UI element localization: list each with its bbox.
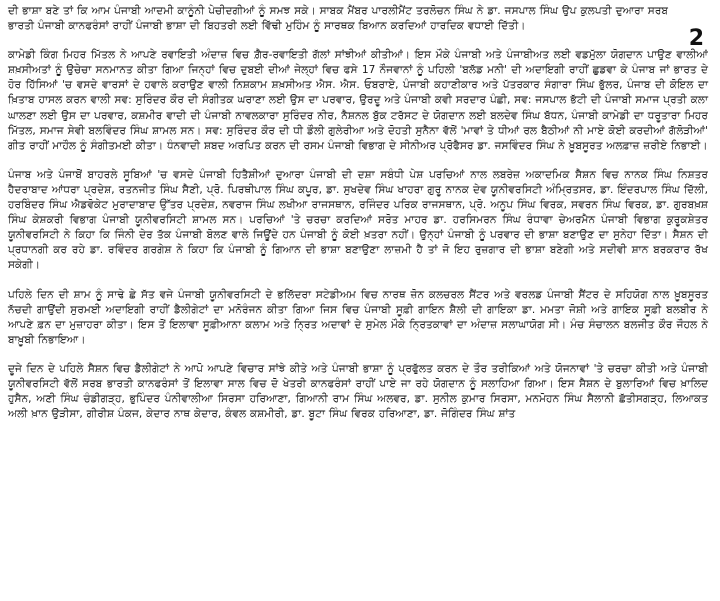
paragraph-2: ਕਾਮੇਡੀ ਕਿੰਗ ਮਿਹਰ ਮਿੱਤਲ ਨੇ ਆਪਣੇ ਰਵਾਇਤੀ ਅੰਦਾਜ਼ ਵਿਚ ਗ਼ੈਰ-ਰਵਾਇਤੀ ਗੱਲਾਂ ਸਾਂਝੀਆਂ ਕੀਤੀਆਂ। ਇਸ ਮੌਕੇ ਪੰਜਾਬੀ ਅਤੇ ਪੰਜਾਬੀਅਤ ਲਈ ਵਡਮੁੱਲਾ ਯੋਗਦਾਨ ਪਾਉਣ ਵਾਲੀਆਂ ਸ਼ਖ਼ਸੀਅਤਾਂ ਨੂੰ ਉਚੇਚਾ ਸਨਮਾਨਤ ਕੀਤਾ ਗਿਆ ਜਿਨ੍ਹਾਂ ਵਿਚ ਦੁਬਈ ਦੀਆਂ ਜੇਲ੍ਹਾਂ ਵਿਚ ਫਸੇ 17 ਨੌਜਵਾਨਾਂ ਨੂੰ ਪਹਿਲੀ 'ਬਲੱਡ ਮਨੀ' ਦੀ ਅਦਾਇਗੀ ਰਾਹੀਂ ਛੁਡਵਾ ਕੇ ਪੰਜਾਬ ਜਾਂ ਭਾਰਤ ਦੇ ਹੋਰ ਹਿੱਸਿਆਂ 'ਚ ਵਸਦੇ ਵਾਰਸਾਂ ਦੇ ਹਵਾਲੇ ਕਰਾਉਣ ਵਾਲੀ ਨਿਸ਼ਕਾਮ ਸ਼ਖ਼ਸੀਅਤ ਐਸ. ਐਸ. ਓਬਰਾਏ, ਪੰਜਾਬੀ ਕਹਾਣੀਕਾਰ ਅਤੇ ਪੱਤਰਕਾਰ ਸੰਗਾਰਾ ਸਿੰਘ ਭੁੱਲਰ, ਪੰਜਾਬ ਦੀ ਕੋਇਲ ਦਾ ਖ਼ਿਤਾਬ ਹਾਸਲ ਕਰਨ ਵਾਲੀ ਸਵ: ਸੁਰਿੰਦਰ ਕੌਰ ਦੀ ਸੰਗੀਤਕ ਘਰਾਣਾ ਲਈ ਉਸ ਦਾ ਪਰਵਾਰ, ਉਰਦੂ ਅਤੇ ਪੰਜਾਬੀ ਕਵੀ ਸਰਦਾਰ ਪੰਛੀ, ਸਵ: ਜਸਪਾਲ ਭੱਟੀ ਦੀ ਪੰਜਾਬੀ ਸਮਾਜ ਪ੍ਰਤੀ ਕਲਾ ਘਾਲਣਾ ਲਈ ਉਸ ਦਾ ਪਰਵਾਰ, ਕਸ਼ਮੀਰ ਵਾਦੀ ਦੀ ਪੰਜਾਬੀ ਨਾਵਲਕਾਰਾ ਸੁਰਿੰਦਰ ਨੀਰ, ਨੈਸ਼ਨਲ ਬੁੱਕ ਟਰੱਸਟ ਦੇ ਯੋਗਦਾਨ ਲਈ ਬਲਦੇਵ ਸਿੰਘ ਬੱਧਨ, ਪੰਜਾਬੀ ਕਾਮੇਡੀ ਦਾ ਧਰੂਤਾਰਾ ਮਿਹਰ ਮਿੱਤਲ, ਸਮਾਜ ਸੇਵੀ ਬਲਵਿੰਦਰ ਸਿੰਘ ਸ਼ਾਮਲ ਸਨ। ਸਵ: ਸੁਰਿੰਦਰ ਕੌਰ ਦੀ ਧੀ ਡੌਲੀ ਗੁਲੇਰੀਆ ਅਤੇ ਦੋਹਤੀ ਸੁਨੈਨਾ ਵੱਲੋਂ 'ਮਾਵਾਂ ਤੇ ਧੀਆਂ ਰਲ ਬੈਠੀਆਂ ਨੀ ਮਾਏ ਕੋਈ ਕਰਦੀਆਂ ਗੱਲੋੜੀਆਂ' ਗੀਤ ਰਾਹੀਂ ਮਾਹੌਲ ਨੂੰ ਸੰਗੀਤਮਈ ਕੀਤਾ। ਧੰਨਵਾਦੀ ਸ਼ਬਦ ਅਰਪਿਤ ਕਰਨ ਦੀ ਰਸਮ ਪੰਜਾਬੀ ਵਿਭਾਗ ਦੇ ਸੀਨੀਅਰ ਪ੍ਰੋਫੈਸਰ ਡਾ. ਜਸਵਿੰਦਰ ਸਿੰਘ ਨੇ ਖ਼ੂਬਸੂਰਤ ਅਲਫ਼ਾਜ਼ ਜ਼ਰੀਏ ਨਿਭਾਈ।	[8, 49, 708, 152]
paragraph-3: ਪੰਜਾਬ ਅਤੇ ਪੰਜਾਬੋਂ ਬਾਹਰਲੇ ਸੂਬਿਆਂ 'ਚ ਵਸਦੇ ਪੰਜਾਬੀ ਹਿਤੈਸ਼ੀਆਂ ਦੁਆਰਾ ਪੰਜਾਬੀ ਦੀ ਦਸ਼ਾ ਸਬੰਧੀ ਪੇਸ਼ ਪਰਚਿਆਂ ਨਾਲ ਲਬਰੇਜ਼ ਅਕਾਦਮਿਕ ਸੈਸ਼ਨ ਵਿਚ ਨਾਨਕ ਸਿੰਘ ਨਿਸ਼ਤਰ ਹੈਦਰਾਬਾਦ ਆਂਧਰਾ ਪ੍ਰਦੇਸ਼, ਰਤਨਜੀਤ ਸਿੰਘ ਸੈਣੀ, ਪ੍ਰੋ. ਪਿਰਥੀਪਾਲ ਸਿੰਘ ਕਪੂਰ, ਡਾ. ਸੁਖਦੇਵ ਸਿੰਘ ਖਾਹਰਾ ਗੁਰੂ ਨਾਨਕ ਦੇਵ ਯੂਨੀਵਰਸਿਟੀ ਅੰਮ੍ਰਿਤਸਰ, ਡਾ. ਇੰਦਰਪਾਲ ਸਿੰਘ ਦਿੱਲੀ, ਹਰਬਿੰਦਰ ਸਿੰਘ ਐਡਵੋਕੇਟ ਮੁਰਾਦਾਬਾਦ ਉੱਤਰ ਪ੍ਰਦੇਸ਼, ਨਵਰਾਜ ਸਿੰਘ ਲਖੀਆ ਰਾਜਸਥਾਨ, ਰਜਿੰਦਰ ਪਰਿਕ ਰਾਜਸਥਾਨ, ਪ੍ਰੋ. ਅਨੂਪ ਸਿੰਘ ਵਿਰਕ, ਸਵਰਨ ਸਿੰਘ ਵਿਰਕ, ਡਾ. ਗੁਰਬਖ਼ਸ਼ ਸਿੰਘ ਕੇਸ਼ਕਰੀ ਵਿਭਾਗ ਪੰਜਾਬੀ ਯੂਨੀਵਰਸਿਟੀ ਸ਼ਾਮਲ ਸਨ। ਪਰਚਿਆਂ 'ਤੇ ਚਰਚਾ ਕਰਦਿਆਂ ਸਰੋਤ ਮਾਹਰ ਡਾ. ਹਰਸਿਮਰਨ ਸਿੰਘ ਰੰਧਾਵਾ ਚੇਅਰਮੈਨ ਪੰਜਾਬੀ ਵਿਭਾਗ ਕੁਰੂਕਸ਼ੇਤਰ ਯੂਨੀਵਰਸਿਟੀ ਨੇ ਕਿਹਾ ਕਿ ਜਿੰਨੀ ਦੇਰ ਤੱਕ ਪੰਜਾਬੀ ਬੋਲਣ ਵਾਲੇ ਜਿਊਂਦੇ ਹਨ ਪੰਜਾਬੀ ਨੂੰ ਕੋਈ ਖ਼ਤਰਾ ਨਹੀਂ। ਉਨ੍ਹਾਂ ਪੰਜਾਬੀ ਨੂੰ ਪਰਵਾਰ ਦੀ ਭਾਸ਼ਾ ਬਣਾਉਣ ਦਾ ਸੁਨੇਹਾ ਦਿੱਤਾ। ਸੈਸ਼ਨ ਦੀ ਪ੍ਰਧਾਨਗੀ ਕਰ ਰਹੇ ਡਾ. ਰਵਿੰਦਰ ਗਰਗੇਸ਼ ਨੇ ਕਿਹਾ ਕਿ ਪੰਜਾਬੀ ਨੂੰ ਗਿਆਨ ਦੀ ਭਾਸ਼ਾ ਬਣਾਉਣਾ ਲਾਜ਼ਮੀ ਹੈ ਤਾਂ ਜੋ ਇਹ ਰੁਜ਼ਗਾਰ ਦੀ ਭਾਸ਼ਾ ਬਣੇਗੀ ਅਤੇ ਸਦੀਵੀ ਸ਼ਾਨ ਬਰਕਰਾਰ ਰੱਖ ਸਕੇਗੀ।	[8, 168, 708, 272]
paragraph-5: ਦੂਜੇ ਦਿਨ ਦੇ ਪਹਿਲੇ ਸੈਸ਼ਨ ਵਿਚ ਡੈਲੀਗੇਟਾਂ ਨੇ ਆਪੋ ਆਪਣੇ ਵਿਚਾਰ ਸਾਂਝੇ ਕੀਤੇ ਅਤੇ ਪੰਜਾਬੀ ਭਾਸ਼ਾ ਨੂੰ ਪ੍ਰਫੁੱਲਤ ਕਰਨ ਦੇ ਤੌਰ ਤਰੀਕਿਆਂ ਅਤੇ ਯੋਜਨਾਵਾਂ 'ਤੇ ਚਰਚਾ ਕੀਤੀ ਅਤੇ ਪੰਜਾਬੀ ਯੂਨੀਵਰਸਿਟੀ ਵੱਲੋਂ ਸਰਬ ਭਾਰਤੀ ਕਾਨਫਰੰਸਾਂ ਤੋਂ ਇਲਾਵਾ ਸਾਲ ਵਿਚ ਦੋ ਖੇਤਰੀ ਕਾਨਫਰੰਸਾਂ ਰਾਹੀਂ ਪਾਏ ਜਾ ਰਹੇ ਯੋਗਦਾਨ ਨੂੰ ਸਲਾਹਿਆ ਗਿਆ। ਇਸ ਸੈਸ਼ਨ ਦੇ ਬੁਲਾਰਿਆਂ ਵਿਚ ਖ਼ਾਲਿਦ ਹੁਸੈਨ, ਅਣੀ ਸਿੰਘ ਚੰਡੀਗੜ੍ਹ, ਭੁਪਿੰਦਰ ਪੰਨੀਵਾਲੀਆ ਸਿਰਸਾ ਹਰਿਆਣਾ, ਗਿਆਨੀ ਰਾਮ ਸਿੰਘ ਅਲਵਰ, ਡਾ. ਸੁਨੀਲ ਕੁਮਾਰ ਸਿਰਸਾ, ਮਨਮੋਹਨ ਸਿੰਘ ਸੈਲਾਨੀ ਛੱਤੀਸਗੜ੍ਹ, ਲਿਆਕਤ ਅਲੀ ਖ਼ਾਨ ਉੜੀਸਾ, ਗੀਰੀਸ਼ ਪੰਕਜ, ਕੇਦਾਰ ਨਾਥ ਕੇਦਾਰ, ਕੰਵਲ ਕਸ਼ਮੀਰੀ, ਡਾ. ਬੂਟਾ ਸਿੰਘ ਵਿਰਕ ਹਰਿਆਣਾ, ਡਾ. ਜੋਗਿੰਦਰ ਸਿੰਘ ਸ਼ਾਂਤ	[8, 362, 708, 421]
paragraph-1: ਦੀ ਭਾਸ਼ਾ ਬਣੇ ਤਾਂ ਕਿ ਆਮ ਪੰਜਾਬੀ ਆਦਮੀ ਕਾਨੂੰਨੀ ਪੇਚੀਦਗੀਆਂ ਨੂੰ ਸਮਝ ਸਕੇ। ਸਾਬਕ ਮੈਂਬਰ ਪਾਰਲੀਮੈਂਟ ਤਰਲੋਚਨ ਸਿੰਘ ਨੇ ਡਾ. ਜਸਪਾਲ ਸਿੰਘ ਉਪ ਕੁਲਪਤੀ ਦੁਆਰਾ ਸਰਬ ਭਾਰਤੀ ਪੰਜਾਬੀ ਕਾਨਫਰੰਸਾਂ ਰਾਹੀਂ ਪੰਜਾਬੀ ਭਾਸ਼ਾ ਦੀ ਬਿਹਤਰੀ ਲਈ ਵਿੱਢੀ ਮੁਹਿੰਮ ਨੂੰ ਸਾਰਥਕ ਬਿਆਨ ਕਰਦਿਆਂ ਹਾਰਦਿਕ ਵਧਾਈ ਦਿੱਤੀ।	[8, 5, 668, 33]
paragraph-4: ਪਹਿਲੇ ਦਿਨ ਦੀ ਸ਼ਾਮ ਨੂੰ ਸਾਢੇ ਛੇ ਸੱਤ ਵਜੇ ਪੰਜਾਬੀ ਯੂਨੀਵਰਸਿਟੀ ਦੇ ਭਲਿੱਦਰਾ ਸਟੇਡੀਅਮ ਵਿਚ ਨਾਰਥ ਜ਼ੋਨ ਕਲਚਰਲ ਸੈਂਟਰ ਅਤੇ ਵਰਲਡ ਪੰਜਾਬੀ ਸੈਂਟਰ ਦੇ ਸਹਿਯੋਗ ਨਾਲ ਖ਼ੂਬਸੂਰਤ ਨੱਚਦੀ ਗਾਉਂਦੀ ਸੁਰਮਈ ਅਦਾਇਗੀ ਰਾਹੀਂ ਡੈਲੀਗੇਟਾਂ ਦਾ ਮਨੋਰੰਜਨ ਕੀਤਾ ਗਿਆ ਜਿਸ ਵਿਚ ਪੰਜਾਬੀ ਸੂਫ਼ੀ ਗਾਇਨ ਸ਼ੈਲੀ ਦੀ ਗਾਇਕਾ ਡਾ. ਮਮਤਾ ਜੋਸ਼ੀ ਅਤੇ ਗਾਇਕ ਸੂਫ਼ੀ ਬਲਬੀਰ ਨੇ ਆਪਣੇ ਫ਼ਨ ਦਾ ਮੁਜ਼ਾਹਰਾ ਕੀਤਾ। ਇਸ ਤੋਂ ਇਲਾਵਾ ਸੂਫ਼ੀਆਨਾ ਕਲਾਮ ਅਤੇ ਨ੍ਰਿਤ ਅਦਾਵਾਂ ਦੇ ਸੁਮੇਲ ਮੌਕੇ ਨ੍ਰਿਤਕਾਵਾਂ ਦਾ ਅੰਦਾਜ਼ ਸਲਾਘਾਯੋਗ ਸੀ। ਮੰਚ ਸੰਚਾਲਨ ਬਲਜੀਤ ਕੌਰ ਜੌਹਲ ਨੇ ਬਾਖ਼ੂਬੀ ਨਿਭਾਇਆ।	[8, 288, 708, 346]
page-number: 2	[688, 26, 704, 51]
